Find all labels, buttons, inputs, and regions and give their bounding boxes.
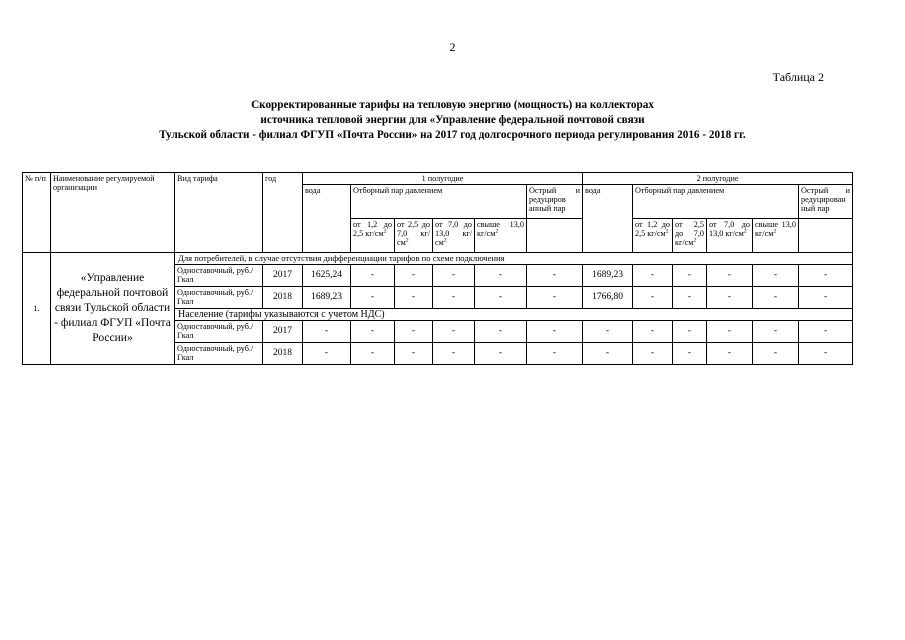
tariff-type-cell: Одноставочный, руб./Гкал <box>175 343 263 365</box>
value-cell: - <box>799 321 853 343</box>
header-sharp-empty-2 <box>799 219 853 253</box>
header-water-2: вода <box>583 185 633 253</box>
value-cell: - <box>753 343 799 365</box>
value-cell: - <box>395 287 433 309</box>
header-sharp-steam-2: Острый и редуцирован ный пар <box>799 185 853 219</box>
header-water-1: вода <box>303 185 351 253</box>
header-pressure-1-1: от 1,2 до 2,5 $кг/см^2$ <box>351 219 395 253</box>
value-cell: - <box>673 287 707 309</box>
header-sharp-steam-1: Острый и редуциров анный пар <box>527 185 583 219</box>
value-cell: - <box>433 287 475 309</box>
year-cell: 2018 <box>263 287 303 309</box>
value-cell: - <box>707 321 753 343</box>
header-tariff-type: Вид тарифа <box>175 173 263 253</box>
value-cell: - <box>673 343 707 365</box>
header-half-2: 2 полугодие <box>583 173 853 185</box>
value-cell: - <box>707 287 753 309</box>
year-cell: 2017 <box>263 265 303 287</box>
value-cell: - <box>433 321 475 343</box>
header-pressure-2-2: от 2,5 до 7,0 $кг/см^2$ <box>673 219 707 253</box>
header-pressure-2-3: от 7,0 до 13,0 $кг/см^2$ <box>707 219 753 253</box>
organization-name: «Управление федеральной почтовой связи Тульской области - филиал ФГУП «Почта России» <box>51 253 175 365</box>
value-cell: - <box>799 287 853 309</box>
value-cell: - <box>633 321 673 343</box>
page-number: 2 <box>449 40 456 54</box>
value-cell: - <box>633 287 673 309</box>
value-cell: - <box>673 265 707 287</box>
value-cell: - <box>753 265 799 287</box>
header-row-1 <box>23 173 853 185</box>
value-cell: - <box>673 321 707 343</box>
header-num: № п/п <box>23 173 51 253</box>
value-cell: - <box>351 287 395 309</box>
header-pressure-1-4: свыше 13,0 $кг/см^2$ <box>475 219 527 253</box>
value-cell: - <box>475 321 527 343</box>
year-cell: 2018 <box>263 343 303 365</box>
value-cell: - <box>475 343 527 365</box>
title-line-1: Скорректированные тарифы на тепловую энергию (мощность) на коллекторах <box>251 99 654 111</box>
section-row-consumers <box>23 253 853 265</box>
tariff-type-cell: Одноставочный, руб./Гкал <box>175 265 263 287</box>
value-cell: - <box>527 287 583 309</box>
header-pressure-1-2: от 2,5 до 7,0 $кг/см^2$ <box>395 219 433 253</box>
header-sharp-empty-1 <box>527 219 583 253</box>
value-cell: - <box>527 343 583 365</box>
value-cell: - <box>633 265 673 287</box>
value-cell: 1766,80 <box>583 287 633 309</box>
value-cell: - <box>351 265 395 287</box>
row-number: 1. <box>23 253 51 365</box>
value-cell: - <box>303 321 351 343</box>
value-cell: - <box>583 343 633 365</box>
tariff-type-cell: Одноставочный, руб./Гкал <box>175 287 263 309</box>
year-cell: 2017 <box>263 321 303 343</box>
value-cell: - <box>303 343 351 365</box>
document-title <box>0 98 905 143</box>
value-cell: - <box>433 265 475 287</box>
header-year: год <box>263 173 303 253</box>
value-cell: - <box>395 321 433 343</box>
tariff-type-cell: Одноставочный, руб./Гкал <box>175 321 263 343</box>
title-line-3: Тульской области - филиал ФГУП «Почта России» на 2017 год долгосрочного периода регулирования 2016 - 2018 гг. <box>159 129 746 141</box>
value-cell: - <box>351 343 395 365</box>
header-selected-steam-2: Отборный пар давлением <box>633 185 799 219</box>
value-cell: - <box>433 343 475 365</box>
title-line-2: источника тепловой энергии для «Управление федеральной почтовой связи <box>260 114 645 126</box>
value-cell: - <box>351 321 395 343</box>
value-cell: 1689,23 <box>303 287 351 309</box>
value-cell: - <box>707 343 753 365</box>
value-cell: - <box>527 321 583 343</box>
value-cell: - <box>395 265 433 287</box>
value-cell: - <box>395 343 433 365</box>
value-cell: - <box>475 265 527 287</box>
value-cell: - <box>799 265 853 287</box>
value-cell: 1689,23 <box>583 265 633 287</box>
value-cell: - <box>753 287 799 309</box>
header-pressure-1-3: от 7,0 до 13,0 $кг/см^2$ <box>433 219 475 253</box>
section-consumers: Для потребителей, в случае отсутствия дифференциации тарифов по схеме подключения <box>175 253 853 265</box>
value-cell: 1625,24 <box>303 265 351 287</box>
value-cell: - <box>583 321 633 343</box>
value-cell: - <box>707 265 753 287</box>
table-label: Таблица 2 <box>772 70 824 84</box>
value-cell: - <box>527 265 583 287</box>
header-pressure-2-1: от 1,2 до 2,5 $кг/см^2$ <box>633 219 673 253</box>
header-pressure-2-4: свыше 13,0 $кг/см^2$ <box>753 219 799 253</box>
value-cell: - <box>475 287 527 309</box>
tariff-table <box>22 172 853 365</box>
header-org: Наименование регулируемой организации <box>51 173 175 253</box>
header-half-1: 1 полугодие <box>303 173 583 185</box>
value-cell: - <box>633 343 673 365</box>
value-cell: - <box>799 343 853 365</box>
section-population: Население (тарифы указываются с учетом НДС) <box>175 309 853 321</box>
header-selected-steam-1: Отборный пар давлением <box>351 185 527 219</box>
value-cell: - <box>753 321 799 343</box>
